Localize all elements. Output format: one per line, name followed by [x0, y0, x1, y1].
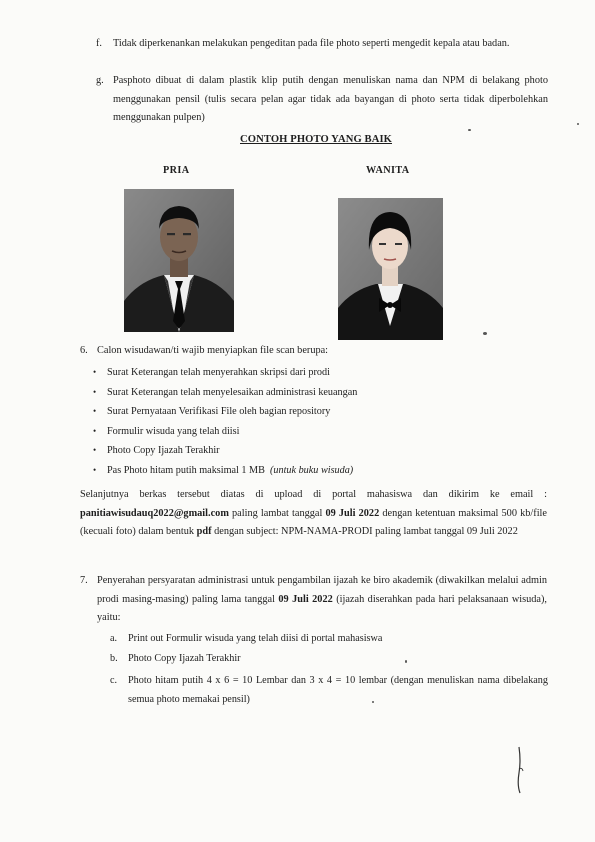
female-label: WANITA [366, 165, 410, 176]
email-address: panitiawisudauq2022@gmail.com [80, 507, 229, 519]
scan-speck [405, 660, 407, 663]
bullet-icon: • [93, 425, 97, 436]
item-6-followup: Selanjutnya berkas tersebut diatas di upload di portal mahasiswa dan dikirim ke email : panitiawisudauq2022@gmail.com paling lambat tanggal 09 Juli 2022 dengan ketentuan maksimal 500 kb/file (kecuali foto) dalam bentuk pdf dengan subject: NPM-NAMA-PRODI paling lambat tanggal 09 Juli 2022 [80, 489, 547, 537]
sub-item-c [110, 672, 548, 709]
list-item-6 [80, 342, 547, 361]
file-format: pdf [196, 526, 212, 537]
photo-section-heading: CONTOH PHOTO YANG BAIK [240, 134, 393, 145]
bullet-note: (untuk buku wisuda) [270, 464, 354, 476]
deadline-date: 09 Juli 2022 [278, 593, 333, 605]
list-item-text: Pasphoto dibuat di dalam plastik klip putih dengan menuliskan nama dan NPM di belakang photo menggunakan pensil (tulis secara pelan agar tidak ada bayangan di photo serta tidak diperbolehkan menggunakan pulpen) [113, 75, 548, 123]
list-item-text: Photo Copy Ijazah Terakhir [128, 653, 241, 664]
list-marker: 6. [80, 345, 88, 356]
bullet-icon: • [93, 464, 97, 475]
list-item-text: Print out Formulir wisuda yang telah diisi di portal mahasiswa [128, 633, 383, 644]
bullet-icon: • [93, 445, 97, 455]
list-item-text: Tidak diperkenankan melakukan pengeditan pada file photo seperti mengedit kepala atau badan. [113, 38, 510, 49]
deadline-date: 09 Juli 2022 [325, 507, 380, 519]
document-page: f. Tidak diperkenankan melakukan pengeditan pada file photo seperti mengedit kepala atau badan. g. Pasphoto dibuat di dalam plastik klip putih dengan menuliskan nama dan NPM di belakang photo menggunakan pensil (tulis secara pelan agar tidak ada bayangan di photo serta tidak diperbolehkan menggunakan pulpen) CONTOH PHOTO YANG BAIK PRIA WANITA 6. Calon wisudawan/ti wajib menyiapkan file scan berupa: • Surat Keterangan telah menyerahkan skripsi dari prodi • Surat Keterangan telah menyelesaikan administrasi keuangan • Surat Pernyataan Verifikasi File oleh bagian repository • Formulir wisuda yang telah diisi • Photo Copy Ijazah Terakhir • Pas Photo hitam putih maksimal 1 MB (untuk buku wisuda) Selanjutnya berkas tersebut diatas di upload di portal mahasiswa dan dikirim ke email : panitiawisudauq2022@gmail.com paling lambat tanggal 09 Juli 2022 dengan ketentuan maksimal 500 kb/file (kecuali foto) dalam bentuk pdf dengan subject: NPM-NAMA-PRODI paling lambat tanggal 09 Juli 2022 7. Penyerahan persyaratan administrasi untuk pengambilan ijazah ke biro akademik (diwakilkan melalui admin prodi masing-masing) paling lama tanggal 09 Juli 2022 (ijazah diserahkan pada hari pelaksanaan wisuda), yaitu: a. Print out Formulir wisuda yang telah diisi di portal mahasiswa b. Photo Copy Ijazah Terakhir c. Photo hitam putih 4 x 6 = 10 Lembar dan 3 x 4 = 10 lembar (dengan menuliskan nama dibelakang semua photo memakai pensil) [0, 0, 595, 842]
list-marker: g. [96, 75, 104, 86]
list-marker: a. [110, 633, 118, 644]
bullet-icon: • [93, 406, 97, 416]
bullet-icon: • [93, 386, 97, 397]
scan-speck [483, 332, 487, 335]
sub-item-b [110, 650, 548, 669]
bullet-icon: • [93, 367, 97, 377]
male-label: PRIA [163, 165, 190, 176]
scan-speck [372, 701, 374, 703]
sub-item-a [110, 630, 548, 649]
list-marker: c. [110, 675, 118, 686]
list-marker: f. [96, 38, 103, 49]
list-item-f [96, 35, 548, 54]
scan-speck [577, 123, 579, 125]
pen-mark [508, 745, 528, 795]
scan-speck [468, 129, 471, 131]
list-item-g [96, 72, 548, 128]
list-marker: 7. [80, 575, 88, 586]
female-example-photo [338, 198, 443, 340]
list-item-text: Calon wisudawan/ti wajib menyiapkan file scan berupa: [97, 345, 329, 356]
list-item-7: 7. Penyerahan persyaratan administrasi untuk pengambilan ijazah ke biro akademik (diwakilkan melalui admin prodi masing-masing) paling lama tanggal 09 Juli 2022 (ijazah diserahkan pada hari pelaksanaan wisuda), yaitu: [97, 572, 547, 628]
list-marker: b. [110, 653, 118, 664]
list-item-text: Photo hitam putih 4 x 6 = 10 Lembar dan 3 x 4 = 10 lembar (dengan menuliskan nama dibelakang semua photo memakai pensil) [128, 675, 548, 705]
male-example-photo [124, 189, 234, 332]
